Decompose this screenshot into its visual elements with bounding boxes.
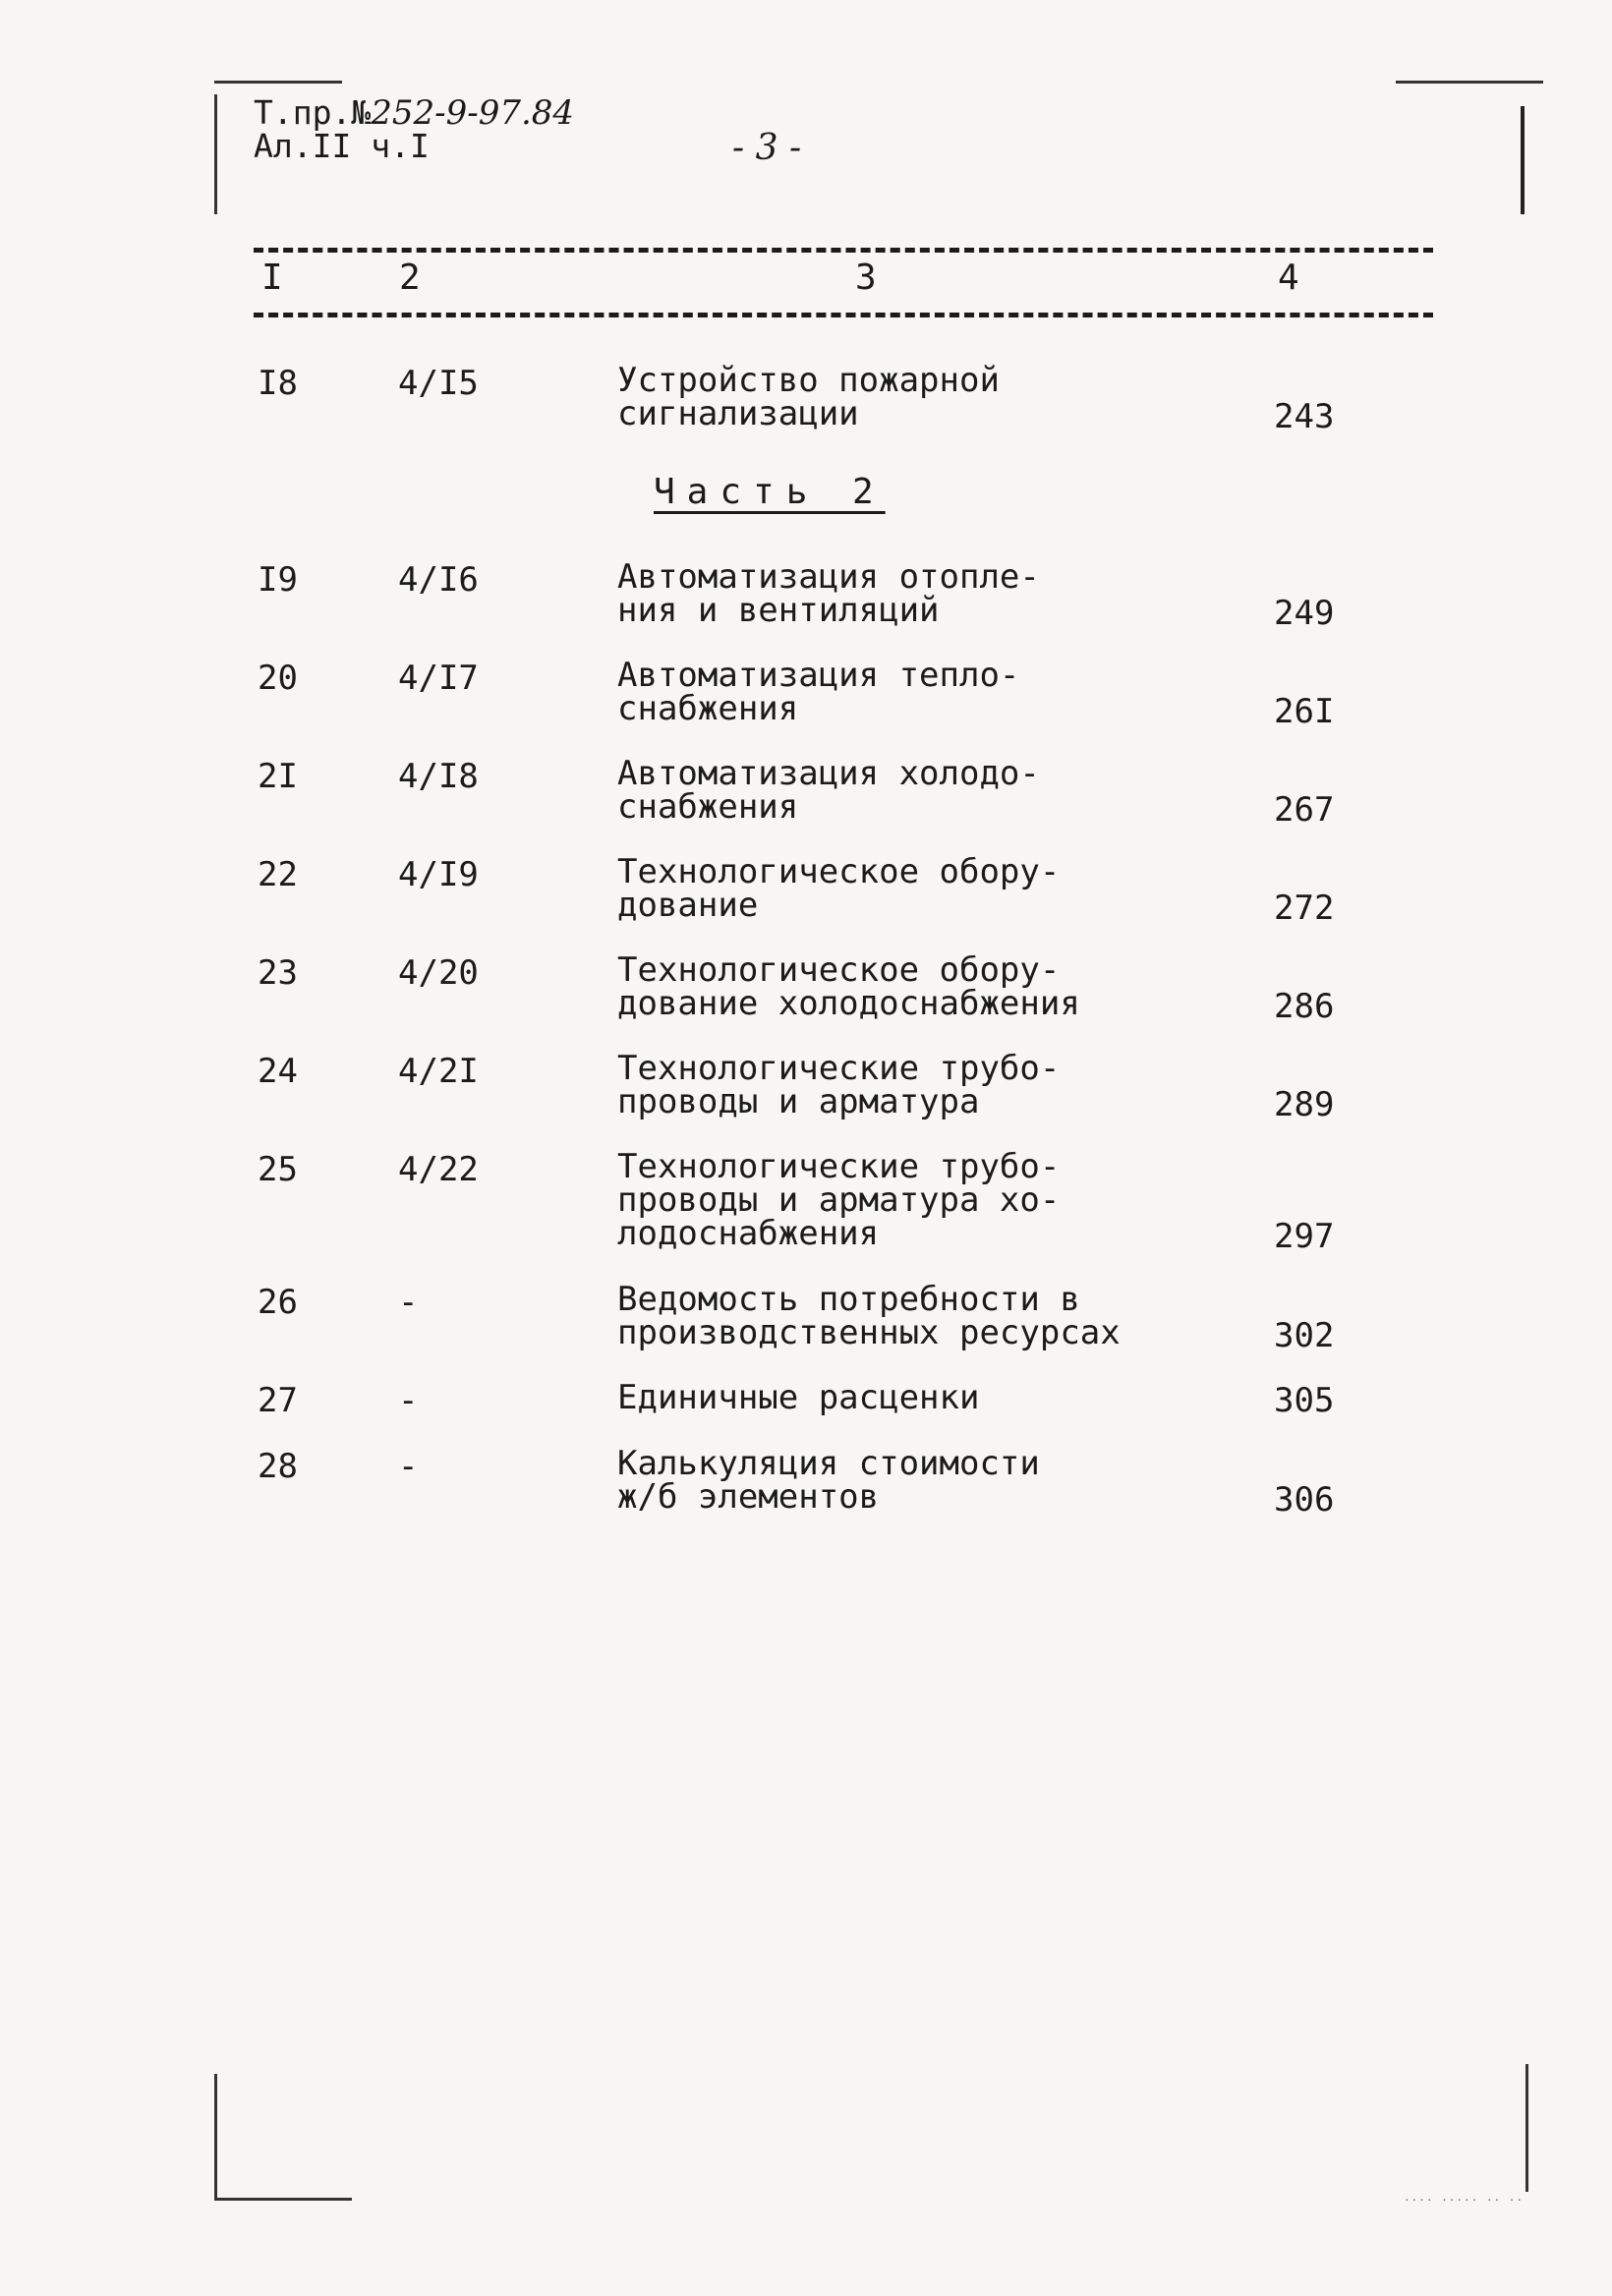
row-title-line: проводы и арматура хо-	[617, 1180, 1061, 1220]
frame-corner-bottom-left-v	[214, 2074, 217, 2198]
table-header-bottom-rule	[254, 313, 1433, 317]
row-page: 26I	[1274, 692, 1335, 731]
row-title-line: Ведомость потребности в	[617, 1280, 1080, 1319]
row-title-line: Технологические трубо-	[617, 1147, 1061, 1186]
row-number: 22	[258, 855, 298, 894]
frame-corner-top-left-h	[214, 81, 342, 84]
row-title	[617, 852, 1128, 925]
row-title	[617, 1280, 1128, 1352]
row-page: 286	[1274, 987, 1335, 1026]
row-number: 24	[258, 1052, 298, 1091]
row-page: 302	[1274, 1316, 1335, 1355]
row-code: 4/I9	[398, 855, 479, 894]
row-page: 243	[1274, 397, 1335, 436]
row-code: -	[398, 1447, 419, 1486]
row-number: I8	[258, 364, 298, 403]
doc-number: 252-9-97.84	[371, 93, 575, 133]
row-title-line: Устройство пожарной	[617, 361, 1000, 400]
row-title	[617, 1049, 1128, 1121]
album-label: Ал.II ч.I	[254, 127, 430, 165]
row-code: 4/2I	[398, 1052, 479, 1091]
row-number: 23	[258, 953, 298, 993]
row-title-line: ния и вентиляций	[617, 591, 940, 630]
page-number: - 3 -	[732, 128, 802, 168]
row-title	[617, 754, 1128, 827]
document-number-line	[254, 93, 575, 133]
row-title-line: Автоматизация тепло-	[617, 656, 1020, 695]
row-number: 20	[258, 659, 298, 698]
row-title	[617, 950, 1128, 1023]
row-title-line: снабжения	[617, 787, 799, 827]
frame-corner-top-right-h	[1396, 81, 1543, 84]
row-number: 28	[258, 1447, 298, 1486]
row-title-line: Технологическое обору-	[617, 950, 1061, 990]
frame-corner-bottom-right-v	[1526, 2064, 1528, 2192]
row-title	[617, 1147, 1128, 1253]
row-title	[617, 1378, 1128, 1417]
frame-corner-top-right-v	[1521, 106, 1525, 214]
archive-stamp: ···· ····· ·· ··	[1404, 2194, 1524, 2207]
row-title-line: проводы и арматура	[617, 1082, 980, 1121]
row-title-line: ж/б элементов	[617, 1477, 880, 1517]
row-title	[617, 656, 1128, 728]
row-code: -	[398, 1381, 419, 1420]
row-title	[617, 1444, 1128, 1517]
row-page: 306	[1274, 1480, 1335, 1520]
row-code: 4/I6	[398, 560, 479, 600]
column-header-1: I	[261, 258, 283, 298]
frame-corner-top-left-v	[214, 94, 217, 214]
document-header	[254, 93, 575, 165]
column-header-3: 3	[855, 258, 877, 298]
row-title	[617, 557, 1128, 630]
row-title-line: снабжения	[617, 689, 799, 728]
row-title-line: дование	[617, 886, 759, 925]
row-title-line: Технологическое обору-	[617, 852, 1061, 891]
row-page: 305	[1274, 1381, 1335, 1420]
doc-prefix: Т.пр.№	[254, 93, 372, 132]
row-page: 297	[1274, 1217, 1335, 1256]
row-title-line: Автоматизация холодо-	[617, 754, 1040, 793]
row-number: 26	[258, 1283, 298, 1322]
frame-corner-bottom-left-h	[214, 2198, 352, 2201]
column-header-4: 4	[1278, 258, 1299, 298]
row-code: 4/20	[398, 953, 479, 993]
row-page: 267	[1274, 790, 1335, 830]
row-title-line: сигнализации	[617, 394, 859, 433]
row-title-line: Единичные расценки	[617, 1378, 980, 1417]
row-title-line: производственных ресурсах	[617, 1313, 1121, 1352]
part-title: Часть 2	[654, 472, 886, 512]
row-title-line: Технологические трубо-	[617, 1049, 1061, 1088]
row-page: 249	[1274, 594, 1335, 633]
row-code: 4/I7	[398, 659, 479, 698]
row-code: 4/I8	[398, 757, 479, 796]
row-code: 4/22	[398, 1150, 479, 1189]
row-title	[617, 361, 1128, 433]
row-number: I9	[258, 560, 298, 600]
row-title-line: лодоснабжения	[617, 1214, 880, 1253]
row-number: 25	[258, 1150, 298, 1189]
row-title-line: Калькуляция стоимости	[617, 1444, 1040, 1483]
row-page: 272	[1274, 889, 1335, 928]
row-title-line: Автоматизация отопле-	[617, 557, 1040, 597]
row-code: 4/I5	[398, 364, 479, 403]
row-page: 289	[1274, 1085, 1335, 1124]
row-title-line: дование холодоснабжения	[617, 984, 1080, 1023]
row-code: -	[398, 1283, 419, 1322]
table-header-top-rule	[254, 248, 1433, 253]
row-number: 2I	[258, 757, 298, 796]
column-header-2: 2	[399, 258, 421, 298]
row-number: 27	[258, 1381, 298, 1420]
